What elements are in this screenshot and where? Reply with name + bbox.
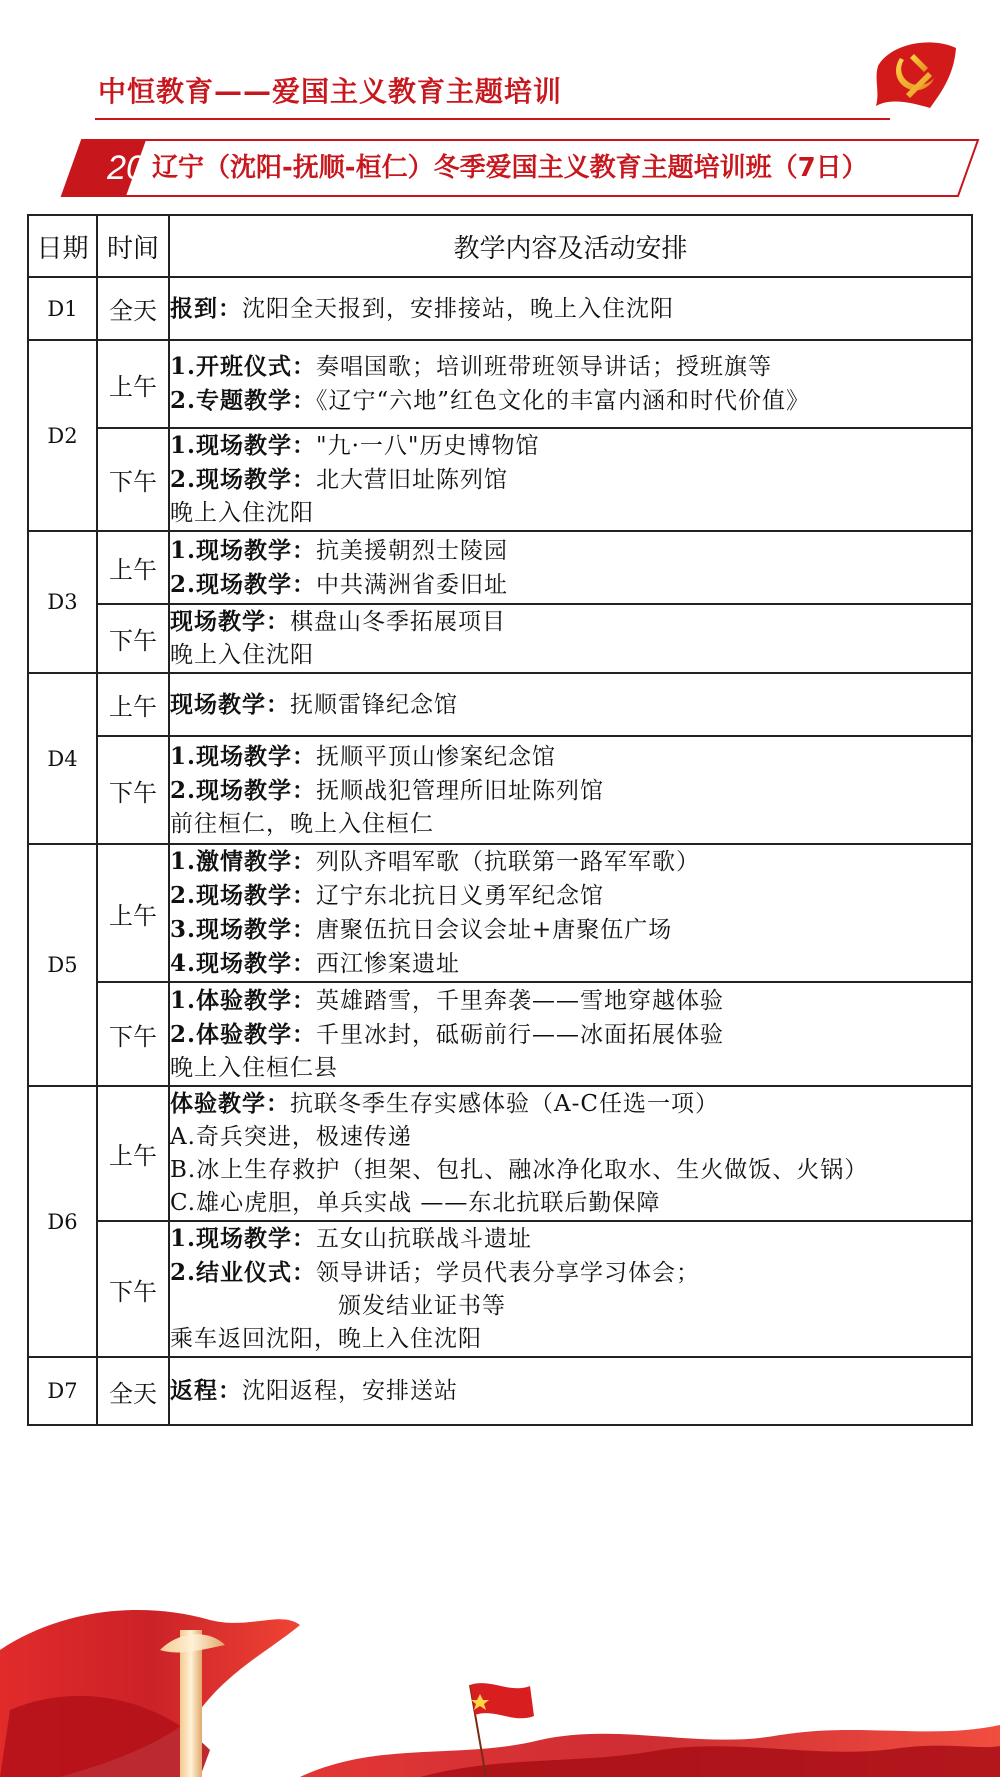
activity-label: 返程：	[170, 1377, 242, 1404]
activity-text: 棋盘山冬季拓展项目	[290, 609, 506, 635]
activity-label: 1.现场教学：	[170, 742, 317, 770]
content-cell	[169, 340, 972, 428]
red-flag-banner-decoration	[0, 1590, 1000, 1777]
content-line	[170, 639, 971, 672]
course-title: 辽宁（沈阳-抚顺-桓仁）冬季爱国主义教育主题培训班（7日）	[152, 153, 868, 183]
table-row	[28, 1221, 972, 1357]
header-time: 时间	[97, 215, 169, 277]
activity-text: 颁发结业证书等	[338, 1293, 506, 1319]
activity-label: 1.现场教学：	[170, 1225, 317, 1252]
content-line	[170, 1290, 971, 1323]
content-line	[170, 1087, 971, 1121]
activity-text: 英雄踏雪，千里奔袭——雪地穿越体验	[316, 987, 725, 1014]
activity-label: 报到：	[170, 294, 242, 322]
content-cell	[169, 1086, 972, 1221]
content-cell	[169, 277, 972, 340]
period-cell: 上午	[97, 340, 169, 428]
table-row	[28, 604, 972, 673]
schedule-table	[27, 214, 973, 1426]
period-cell: 下午	[97, 428, 169, 531]
activity-text: 西江惨案遗址	[316, 951, 461, 977]
table-row	[28, 736, 972, 844]
activity-label: 3.现场教学：	[170, 916, 317, 943]
activity-text: 领导讲话；学员代表分享学习体会；	[316, 1260, 701, 1286]
content-cell	[169, 982, 972, 1086]
content-line	[170, 1374, 971, 1408]
period-cell: 下午	[97, 604, 169, 673]
activity-text: 《辽宁“六地”红色文化的丰富内涵和时代价值》	[316, 388, 811, 414]
table-row	[28, 673, 972, 736]
table-header-row	[28, 215, 972, 277]
day-cell: D7	[28, 1357, 97, 1425]
activity-text: B.冰上生存救护（担架、包扎、融冰净化取水、生火做饭、火锅）	[170, 1157, 869, 1183]
period-cell: 上午	[97, 531, 169, 604]
activity-text: 沈阳返程，安排送站	[242, 1378, 458, 1404]
table-row	[28, 428, 972, 531]
content-cell	[169, 428, 972, 531]
content-line	[170, 688, 971, 722]
activity-text: 抚顺战犯管理所旧址陈列馆	[316, 777, 605, 804]
activity-text: 五女山抗联战斗遗址	[316, 1226, 533, 1252]
activity-label: 2.现场教学：	[170, 570, 317, 598]
content-line	[170, 1154, 971, 1187]
activity-text: 中共满洲省委旧址	[316, 571, 509, 598]
period-cell: 全天	[97, 1357, 169, 1425]
course-title-banner	[60, 138, 980, 198]
table-row	[28, 982, 972, 1086]
content-cell	[169, 1221, 972, 1357]
activity-text: 前往桓仁，晚上入住桓仁	[170, 810, 434, 837]
activity-label: 2.结业仪式：	[170, 1259, 317, 1286]
content-line	[170, 879, 971, 913]
activity-text: 晚上入住桓仁县	[170, 1054, 338, 1081]
period-cell: 上午	[97, 844, 169, 982]
content-cell	[169, 844, 972, 982]
period-cell: 上午	[97, 673, 169, 736]
content-line	[170, 1052, 971, 1085]
activity-text: 抚顺雷锋纪念馆	[290, 691, 458, 718]
activity-text: 列队齐唱军歌（抗联第一路军军歌）	[316, 849, 701, 875]
content-line	[170, 808, 971, 841]
content-line	[170, 845, 971, 879]
content-line	[170, 984, 971, 1018]
activity-label: 2.现场教学：	[170, 882, 317, 909]
activity-label: 1.开班仪式：	[170, 353, 317, 380]
activity-label: 1.现场教学：	[170, 432, 317, 459]
header-date: 日期	[28, 215, 97, 277]
header-divider	[95, 118, 890, 120]
activity-text: 沈阳全天报到，安排接站，晚上入住沈阳	[242, 295, 674, 322]
activity-label: 1.现场教学：	[170, 536, 317, 564]
table-row	[28, 844, 972, 982]
table-row	[28, 340, 972, 428]
brand-title: 中恒教育——爱国主义教育主题培训	[98, 75, 563, 108]
table-row	[28, 277, 972, 340]
content-line	[170, 429, 971, 463]
activity-text: 北大营旧址陈列馆	[316, 467, 509, 493]
table-row	[28, 531, 972, 604]
activity-text: 晚上入住沈阳	[170, 500, 314, 526]
period-cell: 上午	[97, 1086, 169, 1221]
activity-text: 抗联冬季生存实感体验（A-C任选一项）	[290, 1091, 719, 1117]
content-line	[170, 292, 971, 326]
activity-label: 2.体验教学：	[170, 1020, 317, 1048]
day-cell: D5	[28, 844, 97, 1086]
activity-text: 唐聚伍抗日会议会址+唐聚伍广场	[316, 917, 673, 943]
day-cell: D6	[28, 1086, 97, 1357]
content-line	[170, 740, 971, 774]
activity-text: 辽宁东北抗日义勇军纪念馆	[316, 883, 605, 909]
activity-label: 4.现场教学：	[170, 950, 317, 977]
content-line	[170, 384, 971, 418]
activity-label: 体验教学：	[170, 1090, 290, 1117]
activity-text: 抗美援朝烈士陵园	[316, 537, 509, 564]
course-number: 20	[107, 149, 145, 187]
period-cell: 全天	[97, 277, 169, 340]
activity-text: 晚上入住沈阳	[170, 642, 314, 668]
activity-text: 乘车返回沈阳，晚上入住沈阳	[170, 1326, 482, 1352]
content-line	[170, 774, 971, 808]
content-line	[170, 1323, 971, 1356]
content-line	[170, 947, 971, 981]
activity-text: C.雄心虎胆，单兵实战 ——东北抗联后勤保障	[170, 1190, 661, 1216]
day-cell: D2	[28, 340, 97, 531]
activity-label: 2.专题教学：	[170, 387, 317, 414]
content-line	[170, 534, 971, 568]
content-cell	[169, 736, 972, 844]
content-line	[170, 350, 971, 384]
content-line	[170, 568, 971, 602]
activity-label: 2.现场教学：	[170, 776, 317, 804]
content-line	[170, 1222, 971, 1256]
party-emblem-icon	[870, 36, 960, 116]
day-cell: D3	[28, 531, 97, 673]
content-line	[170, 1187, 971, 1220]
day-cell: D4	[28, 673, 97, 844]
activity-text: "九·一八"历史博物馆	[316, 433, 540, 459]
activity-text: 奏唱国歌；培训班带班领导讲话；授班旗等	[316, 354, 773, 380]
activity-label: 现场教学：	[170, 690, 290, 718]
content-cell	[169, 604, 972, 673]
activity-label: 现场教学：	[170, 608, 290, 635]
content-cell	[169, 531, 972, 604]
content-line	[170, 1121, 971, 1154]
content-cell	[169, 673, 972, 736]
activity-label: 2.现场教学：	[170, 466, 317, 493]
activity-label: 1.体验教学：	[170, 986, 317, 1014]
activity-text: 千里冰封，砥砺前行——冰面拓展体验	[316, 1021, 725, 1048]
activity-label: 1.激情教学：	[170, 848, 317, 875]
activity-text: A.奇兵突进，极速传递	[170, 1124, 412, 1150]
content-line	[170, 497, 971, 530]
content-cell	[169, 1357, 972, 1425]
table-row	[28, 1086, 972, 1221]
content-line	[170, 605, 971, 639]
content-line	[170, 1018, 971, 1052]
content-line	[170, 913, 971, 947]
period-cell: 下午	[97, 736, 169, 844]
activity-text: 抚顺平顶山惨案纪念馆	[316, 743, 557, 770]
period-cell: 下午	[97, 982, 169, 1086]
day-cell: D1	[28, 277, 97, 340]
content-line	[170, 1256, 971, 1290]
table-row	[28, 1357, 972, 1425]
content-line	[170, 463, 971, 497]
period-cell: 下午	[97, 1221, 169, 1357]
header-content: 教学内容及活动安排	[169, 215, 972, 277]
